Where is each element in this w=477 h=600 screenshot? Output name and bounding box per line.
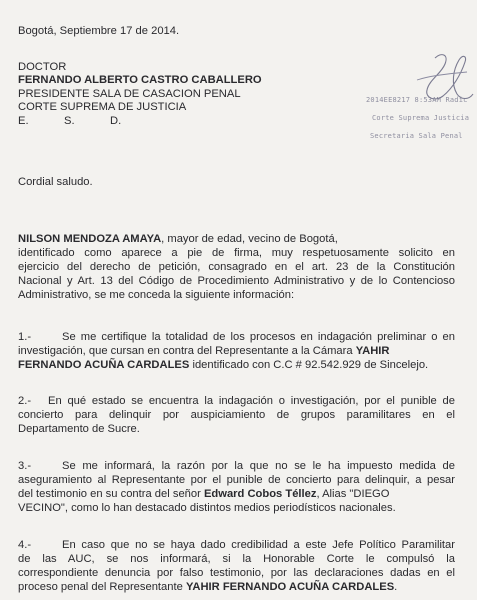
witness-name: Edward Cobos Téllez [203,488,317,500]
intro-line-3: ejercicio del derecho de petición, consagrado en el art. 23 de la Constitución [18,261,455,273]
item-2-line-2: concierto para delinquir por auspiciamiento de grupos paramilitares en el [18,409,455,421]
intro-line-1 [18,233,338,246]
item-4-line-1: En caso que no se haya dado credibilidad a este Jefe Político Paramilitar [62,539,455,551]
intro-line-5: Administrativo, se me conceda la siguiente información: [18,289,295,301]
esd-d: D. [110,115,122,127]
addressee-title: DOCTOR [18,61,67,73]
addressee-court: CORTE SUPREMA DE JUSTICIA [18,101,187,113]
item-4-line-2: de las AUC, se nos informará, si la Honorable Corte le compulsó la [18,553,455,565]
representative-name: YAHIR [355,345,390,357]
handwritten-signature [405,50,477,110]
item-3-line-3: del testimonio en su contra del señor Edward Cobos Téllez, Alias "DIEGO [18,488,390,500]
item-3-line-4: VECINO", como lo han destacado distintos medios periodísticos nacionales. [18,502,396,514]
item-1-line-2: investigación, que cursan en contra del Representante a la Cámara YAHIR [18,345,390,357]
esd-s: S. [64,115,75,127]
item-1-line-3: FERNANDO ACUÑA CARDALES identificado con C.C # 92.542.929 de Sincelejo. [18,359,429,371]
item-2-line-1: En qué estado se encuentra la indagación o investigación, por el punible de [48,395,455,407]
petitioner-name: NILSON MENDOZA AMAYA [18,233,162,245]
item-1-number: 1.- [18,331,32,343]
representative-name-cont: FERNANDO ACUÑA CARDALES [18,359,190,371]
addressee-position: PRESIDENTE SALA DE CASACION PENAL [18,88,241,100]
item-1-line-1: Se me certifique la totalidad de los procesos en indagación preliminar o en [62,331,455,343]
intro-line-1-rest: , mayor de edad, vecino de Bogotá, [161,233,338,245]
intro-line-4: Nacional y Art. 13 del Código de Procedimiento Administrativo y de lo Contencioso [18,275,455,287]
item-4-line-3: correspondiente denuncia por falso testimonio, por las declaraciones dadas en el [18,567,455,579]
addressee-name: FERNANDO ALBERTO CASTRO CABALLERO [18,74,262,86]
item-4-number: 4.- [18,539,32,551]
received-stamp-line3: Secretaria Sala Penal [370,132,463,140]
esd-e: E. [18,115,29,127]
item-3-line-2: aseguramiento al Representante por el punible de concierto para delinquir, a pesar [18,474,455,486]
item-3-number: 3.- [18,460,32,472]
item-3-line-1: Se me informará, la razón por la que no se le ha impuesto medida de [62,460,455,472]
letter-date: Bogotá, Septiembre 17 de 2014. [18,25,180,37]
item-2-line-3: Departamento de Sucre. [18,423,140,435]
intro-line-2: identificado como aparece a pie de firma, muy respetuosamente solicito en [18,247,455,259]
received-stamp-line2: Corte Suprema Justicia [372,114,470,122]
item-4-line-4: proceso penal del Representante YAHIR FERNANDO ACUÑA CARDALES. [18,581,398,593]
item-2-number: 2.- [18,395,32,407]
greeting: Cordial saludo. [18,176,93,188]
received-stamp-line1: 2014EE8217 8:53AM Radic [366,96,468,104]
representative-name-2: YAHIR FERNANDO ACUÑA CARDALES [185,581,395,593]
